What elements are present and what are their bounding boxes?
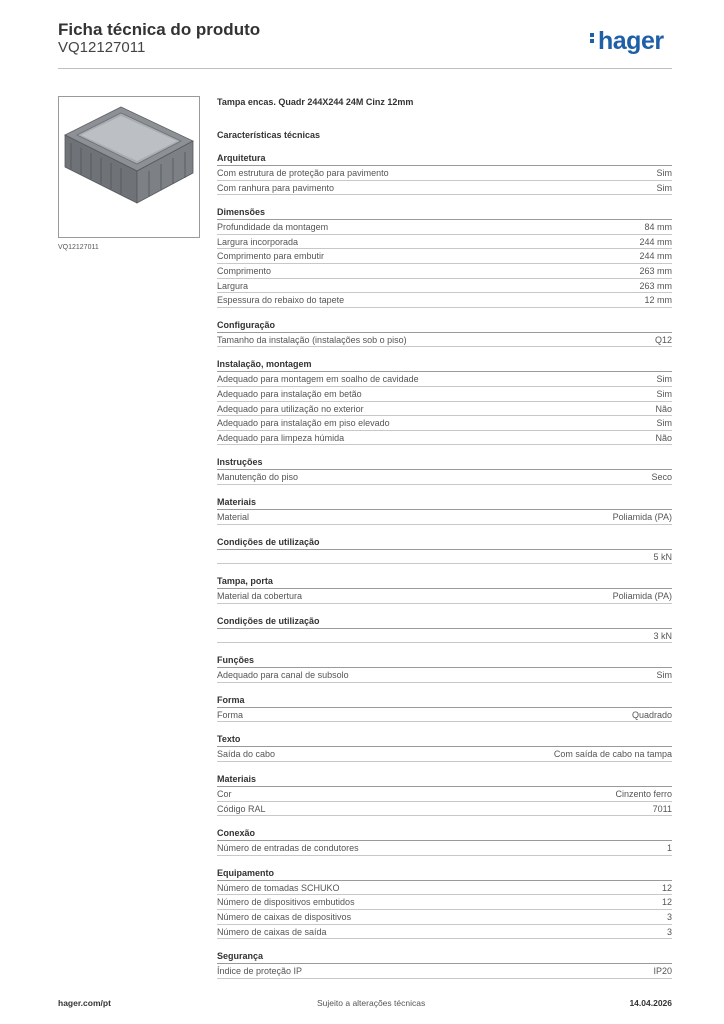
image-caption: VQ12127011 xyxy=(58,244,99,251)
spec-label: Saída do cabo xyxy=(217,749,276,760)
spec-section xyxy=(217,358,672,445)
product-description: Tampa encas. Quadr 244X244 24M Cinz 12mm xyxy=(217,97,414,107)
spec-row xyxy=(217,181,672,196)
spec-section xyxy=(217,950,672,979)
spec-label: Número de dispositivos embutidos xyxy=(217,897,355,908)
spec-row xyxy=(217,550,672,565)
tech-characteristics-title: Características técnicas xyxy=(217,130,321,140)
spec-value: 12 xyxy=(661,882,672,893)
spec-value: 5 kN xyxy=(653,551,672,562)
spec-row xyxy=(217,402,672,417)
spec-row xyxy=(217,510,672,525)
spec-label: Comprimento para embutir xyxy=(217,251,325,262)
spec-label: Material xyxy=(217,511,250,522)
spec-section xyxy=(217,496,672,525)
spec-label: Adequado para limpeza húmida xyxy=(217,432,345,443)
spec-section xyxy=(217,575,672,604)
page-title: Ficha técnica do produto xyxy=(58,20,261,39)
spec-value: Poliamida (PA) xyxy=(612,591,672,602)
spec-value: Sim xyxy=(656,374,672,385)
spec-label: Adequado para instalação em betão xyxy=(217,388,362,399)
spec-value: 84 mm xyxy=(644,222,672,233)
spec-row xyxy=(217,964,672,979)
spec-label: Profundidade da montagem xyxy=(217,222,329,233)
spec-value: 12 xyxy=(661,897,672,908)
spec-row xyxy=(217,787,672,802)
spec-label: Número de entradas de condutores xyxy=(217,843,359,854)
spec-row xyxy=(217,589,672,604)
spec-row xyxy=(217,802,672,817)
spec-row xyxy=(217,264,672,279)
spec-row xyxy=(217,895,672,910)
spec-section xyxy=(217,773,672,816)
spec-row xyxy=(217,629,672,644)
spec-row xyxy=(217,470,672,485)
section-title: Conexão xyxy=(217,827,672,841)
section-title: Segurança xyxy=(217,950,672,964)
section-title: Materiais xyxy=(217,496,672,510)
logo-text: hager xyxy=(598,27,664,55)
spec-value: 244 mm xyxy=(639,236,672,247)
spec-section xyxy=(217,733,672,762)
spec-value: 3 kN xyxy=(653,630,672,641)
spec-section xyxy=(217,206,672,308)
spec-label: Número de caixas de saída xyxy=(217,926,327,937)
spec-row xyxy=(217,333,672,348)
spec-row xyxy=(217,235,672,250)
floor-box-lid-icon xyxy=(59,97,199,237)
spec-value: Sim xyxy=(656,388,672,399)
spec-label: Número de caixas de dispositivos xyxy=(217,912,352,923)
spec-section xyxy=(217,615,672,644)
spec-row xyxy=(217,431,672,446)
spec-label: Tamanho da instalação (instalações sob o piso) xyxy=(217,334,407,345)
spec-value: 3 xyxy=(666,926,672,937)
section-title: Equipamento xyxy=(217,867,672,881)
spec-label: Largura incorporada xyxy=(217,236,299,247)
product-image xyxy=(58,96,200,238)
spec-value: IP20 xyxy=(653,966,672,977)
spec-value: Sim xyxy=(656,182,672,193)
spec-section xyxy=(217,456,672,485)
spec-value: Sim xyxy=(656,670,672,681)
spec-section xyxy=(217,827,672,856)
spec-row xyxy=(217,668,672,683)
spec-label: Cor xyxy=(217,789,232,800)
section-title: Condições de utilização xyxy=(217,536,672,550)
spec-label: Índice de proteção IP xyxy=(217,966,303,977)
spec-label: Comprimento xyxy=(217,265,272,276)
section-title: Forma xyxy=(217,694,672,708)
spec-row xyxy=(217,416,672,431)
section-title: Configuração xyxy=(217,319,672,333)
spec-value: 263 mm xyxy=(639,280,672,291)
footer-website: hager.com/pt xyxy=(58,998,111,1008)
spec-label: Material da cobertura xyxy=(217,591,303,602)
footer-notice: Sujeito a alterações técnicas xyxy=(317,998,426,1008)
product-code: VQ12127011 xyxy=(58,39,146,56)
spec-section xyxy=(217,152,672,195)
spec-value: Não xyxy=(655,432,672,443)
spec-value: Quadrado xyxy=(631,709,672,720)
spec-content xyxy=(217,96,672,979)
section-title: Condições de utilização xyxy=(217,615,672,629)
section-title: Instruções xyxy=(217,456,672,470)
section-title: Texto xyxy=(217,733,672,747)
spec-label: Adequado para instalação em piso elevado xyxy=(217,418,390,429)
spec-label: Forma xyxy=(217,709,244,720)
spec-value: Sim xyxy=(656,418,672,429)
spec-row xyxy=(217,372,672,387)
spec-section xyxy=(217,867,672,939)
footer-date: 14.04.2026 xyxy=(629,998,672,1008)
section-title: Dimensões xyxy=(217,206,672,220)
spec-label: Código RAL xyxy=(217,803,266,814)
section-title: Materiais xyxy=(217,773,672,787)
section-title: Tampa, porta xyxy=(217,575,672,589)
spec-section xyxy=(217,694,672,723)
spec-row xyxy=(217,279,672,294)
spec-value: Poliamida (PA) xyxy=(612,511,672,522)
spec-value: 12 mm xyxy=(644,295,672,306)
spec-value: 7011 xyxy=(652,803,672,814)
section-title: Funções xyxy=(217,654,672,668)
spec-row xyxy=(217,910,672,925)
spec-section xyxy=(217,536,672,565)
spec-label: Com estrutura de proteção para pavimento xyxy=(217,168,389,178)
spec-row xyxy=(217,293,672,308)
spec-value: 3 xyxy=(666,912,672,923)
spec-label: Adequado para utilização no exterior xyxy=(217,403,364,414)
logo-dots-icon xyxy=(590,31,595,45)
spec-section xyxy=(217,654,672,683)
spec-value: Seco xyxy=(651,472,672,483)
spec-label: Largura xyxy=(217,280,249,291)
spec-value: Q12 xyxy=(654,334,672,345)
spec-row xyxy=(217,747,672,762)
spec-row xyxy=(217,166,672,181)
spec-label: Manutenção do piso xyxy=(217,472,299,483)
spec-row xyxy=(217,708,672,723)
spec-value: Cinzento ferro xyxy=(615,789,672,800)
spec-row xyxy=(217,249,672,264)
spec-value: 1 xyxy=(666,843,672,854)
section-title: Instalação, montagem xyxy=(217,358,672,372)
spec-label: Espessura do rebaixo do tapete xyxy=(217,295,345,306)
section-title: Arquitetura xyxy=(217,152,672,166)
spec-sections xyxy=(217,152,672,979)
spec-label: Adequado para canal de subsolo xyxy=(217,670,349,681)
spec-value: Com saída de cabo na tampa xyxy=(553,749,672,760)
spec-row xyxy=(217,387,672,402)
spec-value: 244 mm xyxy=(639,251,672,262)
hager-logo xyxy=(590,27,664,56)
spec-section xyxy=(217,319,672,348)
spec-label: Número de tomadas SCHUKO xyxy=(217,882,340,893)
spec-row xyxy=(217,881,672,896)
spec-value: Sim xyxy=(656,168,672,178)
spec-label: Com ranhura para pavimento xyxy=(217,182,335,193)
spec-row xyxy=(217,925,672,940)
spec-value: 263 mm xyxy=(639,265,672,276)
spec-row xyxy=(217,841,672,856)
spec-row xyxy=(217,220,672,235)
spec-value: Não xyxy=(655,403,672,414)
header-divider xyxy=(58,68,672,69)
spec-label: Adequado para montagem em soalho de cavidade xyxy=(217,374,419,385)
